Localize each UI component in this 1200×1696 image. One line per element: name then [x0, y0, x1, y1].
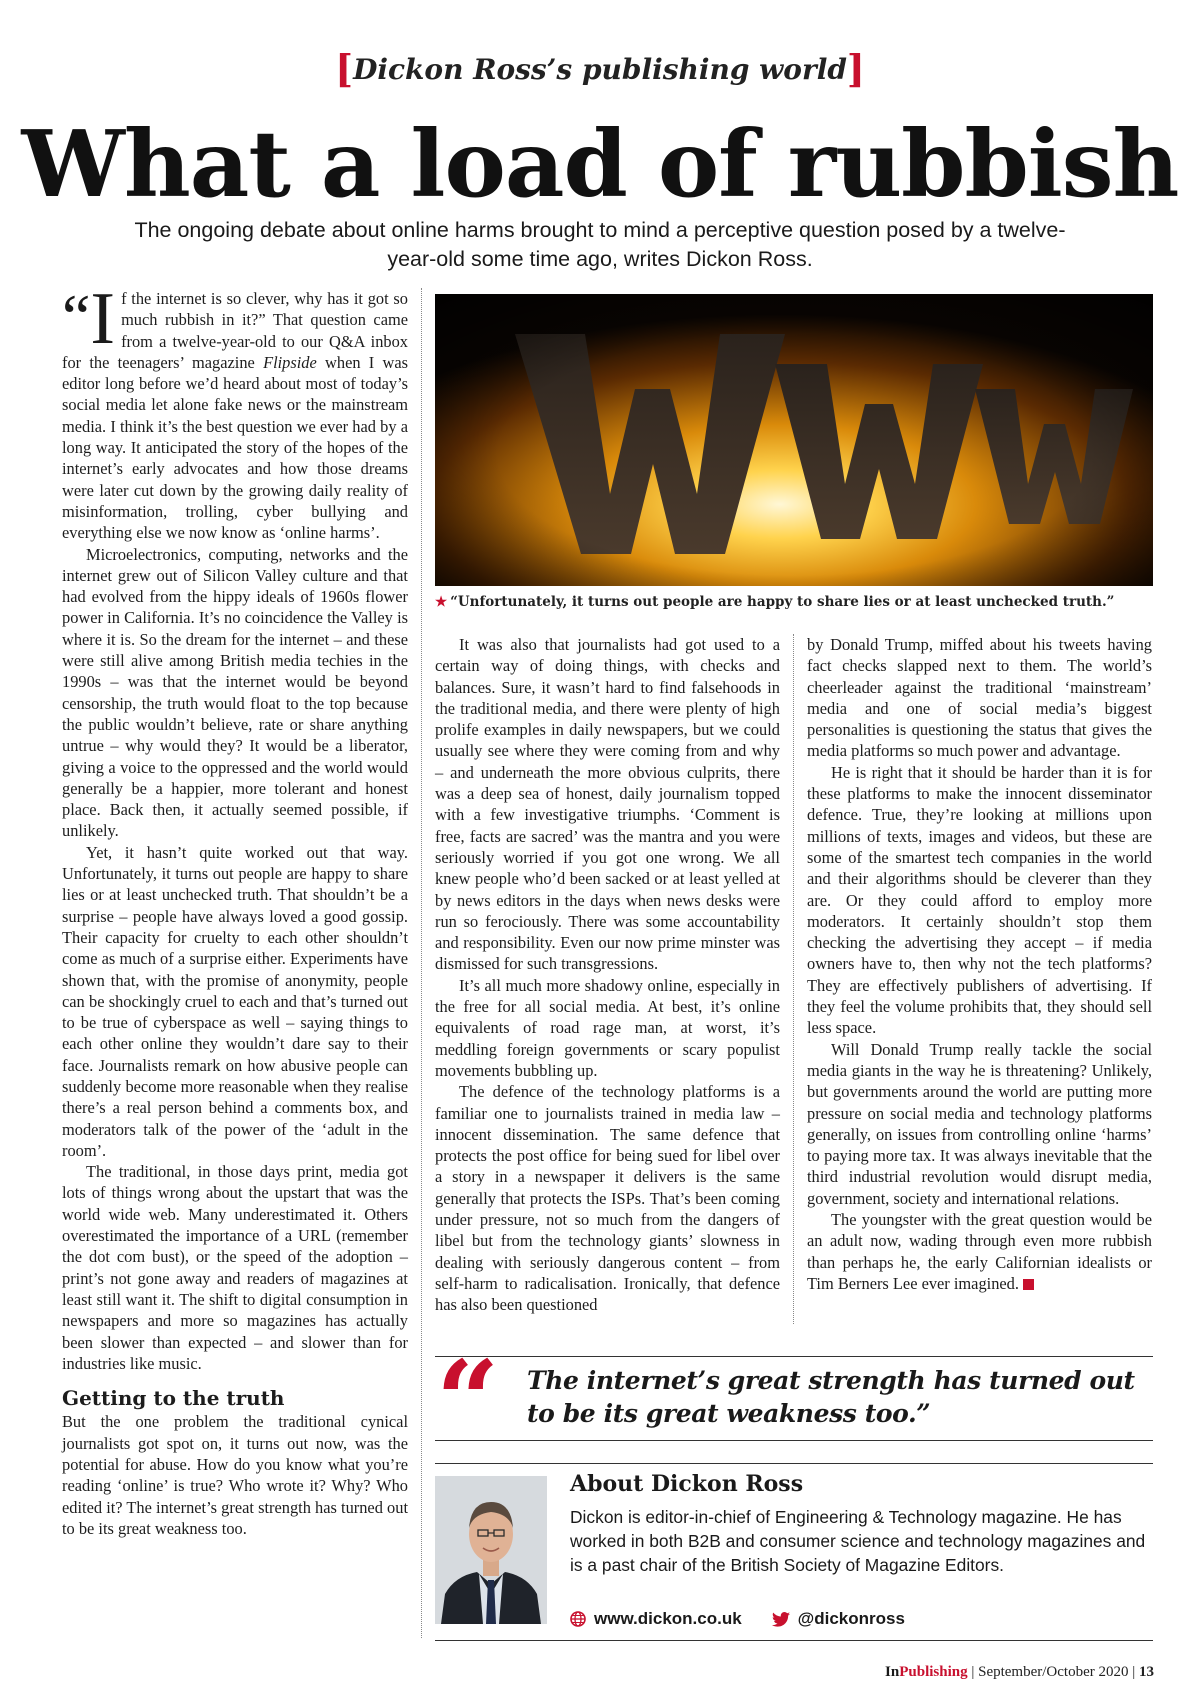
- pull-quote: The internet’s great strength has turned out to be its great weakness too.”: [527, 1366, 1135, 1428]
- paragraph: But the one problem the traditional cynical journalists got spot on, it turns out now, was the potential for abuse. How do you know what you’re reading ‘online’ is true? Who wrote it? Why? Who edited it? The internet’s great strength has turned out to be its great weakness too.: [62, 1412, 408, 1538]
- author-photo: [435, 1476, 547, 1624]
- footer-brand-in: In: [885, 1664, 900, 1680]
- image-caption: [435, 594, 1155, 610]
- subheading: Getting to the truth: [62, 1386, 285, 1411]
- page-footer: [885, 1664, 1154, 1681]
- twitter-bird-icon: [772, 1612, 790, 1627]
- article-column-3: [807, 634, 1152, 1294]
- paragraph: It’s all much more shadowy online, especially in the free for all social media. At best, it’s online equivalents of road rage man, at worst, it’s meddling foreign governments or scary populist movements bubbling up.: [435, 975, 780, 1080]
- about-box-rule-top: [435, 1463, 1153, 1464]
- paragraph: Will Donald Trump really tackle the social media giants in the way he is threatening? Unlikely, but governments around the world are putting more pressure on social media and technology platforms generally, on issues from controlling online ‘harms’ to paying more tax. It was always inevitable that the third industrial revolution would disrupt media, government, society and international relations.: [807, 1039, 1152, 1208]
- article-column-2: [435, 634, 780, 1316]
- paragraph: He is right that it should be harder than it is for these platforms to make the innocent disseminator defence. True, they’re looking at millions upon millions of texts, images and videos, but these are some of the smartest tech companies in the world and their algorithms should be cleverer than they are. Or they could afford to employ more moderators. It certainly shouldn’t stop them checking the advertising they accept – if media owners have to, then why not the tech platforms? They are effectively publishers of advertising. If they feel the volume prohibits that, they should sell less space.: [807, 762, 1152, 1038]
- paragraph: [807, 1209, 1152, 1294]
- kicker-open-bracket: [: [335, 46, 354, 91]
- about-box-rule-bottom: [435, 1640, 1153, 1641]
- paragraph: [62, 278, 408, 544]
- kicker-text: Dickon Ross’s publishing world: [353, 53, 847, 86]
- www-illustration: [435, 294, 1153, 586]
- about-title: About Dickon Ross: [570, 1471, 804, 1497]
- column-kicker: [0, 46, 1200, 91]
- paragraph-text: when I was editor long before we’d heard about most of today’s social media let alone fake news or the mainstream media. I think it’s the best question we ever had by a long way. It anticipated the story of the hopes of the internet’s early advocates and how those dreams were later cut down by the growing daily reality of misinformation, trolling, cyber bullying and everything else we now know as ‘online harms’.: [62, 352, 408, 543]
- page-number: 13: [1139, 1664, 1154, 1680]
- author-links: [570, 1609, 905, 1629]
- article-column-1: [62, 278, 408, 1539]
- magazine-title: Flipside: [263, 352, 317, 372]
- paragraph: The defence of the technology platforms is a familiar one to journalists trained in media law – innocent dissemination. The same defence that protects the post office for being sued for libel over a story in a newspaper it delivers is the same generally that protects the ISPs. That’s been coming under pressure, not so much from the dangers of libel but from the technology giants’ slowness in dealing with seriously dangerous content – from self-harm to radicalisation. Ironically, that defence has also been questioned: [435, 1082, 780, 1315]
- opening-quote-mark: “: [62, 281, 91, 352]
- paragraph-text: The youngster with the great question would be an adult now, wading through even more rubbish than perhaps he, the early Californian idealists or Tim Berners Lee ever imagined.: [807, 1210, 1152, 1293]
- paragraph-text: f the internet is so clever, why has it got so much rubbish in it?” That question came from a twelve-year-old to our Q&A inbox for the teenagers’ magazine: [62, 289, 408, 372]
- paragraph: It was also that journalists had got used to a certain way of doing things, with checks and balances. Sure, it wasn’t hard to find falsehoods in the traditional media, and there were plenty of high prolife examples in daily newspapers, but we could usually see where they were coming from and why – and underneath the more obvious culprits, there was a deep sea of honest, daily journalism topped with a few investigative triumphs. ‘Comment is free, facts are sacred’ was the mantra and you were seriously worried if you got one wrong. We all knew people who’d been sacked or at least yelled at by news editors in the days when news desks were run so ferociously. There was some accountability and responsibility. Even our now prime minster was dismissed for such transgressions.: [435, 635, 780, 974]
- kicker-close-bracket: ]: [846, 46, 865, 91]
- paragraph: The traditional, in those days print, media got lots of things wrong about the upstart that was the world wide web. Many underestimated it. Others overestimated the importance of a URL (remember the dot com bust), or the speed of the adoption – print’s not gone away and readers of magazines at least still want it. The shift to digital consumption in newspapers and more so magazines has actually been slower than expected – and slower than for industries like music.: [62, 1162, 408, 1373]
- footer-brand-publishing: Publishing: [899, 1664, 968, 1680]
- footer-issue: September/October 2020: [978, 1664, 1129, 1680]
- author-bio: Dickon is editor-in-chief of Engineering & Technology magazine. He has worked in both B2B and consumer science and technology magazines and is a past chair of the British Society of Magazine Editors.: [570, 1507, 1146, 1575]
- caption-text: “Unfortunately, it turns out people are happy to share lies or at least unchecked truth.”: [450, 594, 1115, 610]
- footer-separator: |: [1132, 1664, 1136, 1680]
- author-portrait: [435, 1476, 547, 1624]
- globe-icon: [570, 1611, 586, 1627]
- column-divider: [421, 288, 422, 1638]
- end-mark-icon: [1023, 1279, 1034, 1290]
- pull-quote-rule-top: [435, 1356, 1153, 1357]
- drop-cap: I: [90, 278, 116, 360]
- column-divider: [793, 634, 794, 1324]
- paragraph: by Donald Trump, miffed about his tweets having fact checks slapped next to them. The world’s cheerleader against the traditional ‘mainstream’ media and one of social media’s biggest personalities is questioning the status that gives the media platforms so much power and advantage.: [807, 635, 1152, 761]
- paragraph: Yet, it hasn’t quite worked out that way. Unfortunately, it turns out people are happy to share lies or at least unchecked truth. That shouldn’t be a surprise – people have always loved a good gossip. Their capacity for cruelty to each other shouldn’t come as much of a surprise either. Experiments have shown that, with the promise of anonymity, people can be shockingly cruel to each and that’s turned out to be true of cyberspace as well – saying things to each other online they wouldn’t dare say to their face. Journalists remark on how abusive people can suddenly become more reasonable when they realise there’s a real person behind a comments box, and moderators talk of the power of the ‘adult in the room’.: [62, 842, 408, 1160]
- star-icon: ★: [435, 594, 448, 610]
- pull-quote-mark-icon: “: [436, 1336, 500, 1465]
- twitter-handle-link[interactable]: @dickonross: [797, 1609, 905, 1628]
- pull-quote-rule-bottom: [435, 1440, 1153, 1441]
- headline: What a load of rubbish: [21, 110, 1179, 218]
- paragraph: Microelectronics, computing, networks and the internet grew out of Silicon Valley culture and that had evolved from the hippy ideals of 1960s flower power in California. It’s no coincidence the Valley is where it is. So the dream for the internet – and these were still alive among British media techies in the 1990s – was that the internet would be beyond censorship, the truth would float to the top because the public wouldn’t believe, rate or share anything untrue – why would they? It would be a liberator, giving a voice to the oppressed and the world would generally be a happier, more tolerant and honest place. Back then, it actually seemed possible, if unlikely.: [62, 544, 408, 841]
- www-hero-image: [435, 294, 1153, 586]
- footer-separator: |: [971, 1664, 975, 1680]
- website-link[interactable]: www.dickon.co.uk: [594, 1609, 742, 1628]
- standfirst: The ongoing debate about online harms brought to mind a perceptive question posed by a twelve-year-old some time ago, writes Dickon Ross.: [134, 218, 1066, 272]
